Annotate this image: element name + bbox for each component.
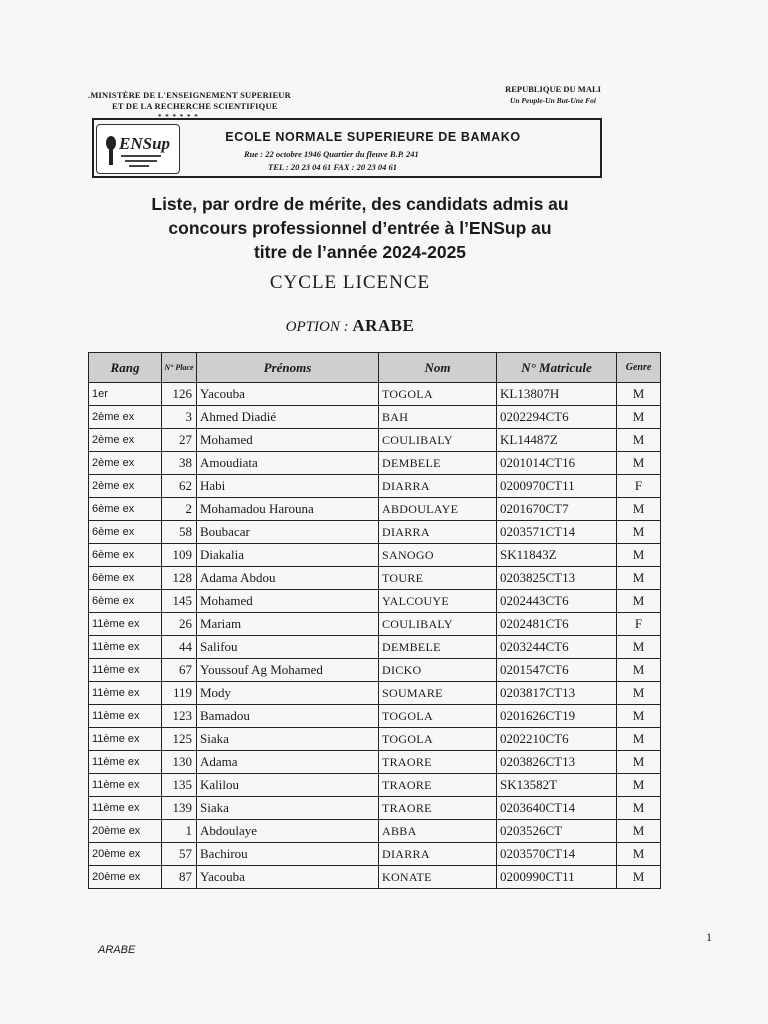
table-row — [89, 452, 661, 475]
cell-matricule: 0200970CT11 — [497, 475, 617, 498]
header-matricule: N° Matricule — [497, 353, 617, 383]
header-rang: Rang — [89, 353, 162, 383]
cell-prenoms: Youssouf Ag Mohamed — [197, 659, 379, 682]
cell-prenoms: Diakalia — [197, 544, 379, 567]
cell-nom: ABDOULAYE — [379, 498, 497, 521]
cell-genre: M — [617, 728, 661, 751]
cycle-heading: CYCLE LICENCE — [269, 272, 431, 293]
table-row — [89, 659, 661, 682]
table-row — [89, 567, 661, 590]
cell-place: 3 — [162, 406, 197, 429]
cell-genre: F — [617, 475, 661, 498]
cell-prenoms: Mody — [197, 682, 379, 705]
cell-genre: M — [617, 797, 661, 820]
cell-matricule: 0202481CT6 — [497, 613, 617, 636]
option-value: ARABE — [352, 316, 415, 335]
admitted-candidates-table — [88, 352, 661, 889]
title-line-3: titre de l’année 2024-2025 — [253, 242, 467, 262]
cell-matricule: SK13582T — [497, 774, 617, 797]
cell-nom: TRAORE — [379, 774, 497, 797]
cell-place: 123 — [162, 705, 197, 728]
table-row — [89, 866, 661, 889]
table-row — [89, 705, 661, 728]
table-row — [89, 728, 661, 751]
cell-place: 135 — [162, 774, 197, 797]
cell-rang: 6ème ex — [89, 567, 162, 590]
table-header-row — [89, 353, 661, 383]
cell-genre: M — [617, 682, 661, 705]
cell-prenoms: Bamadou — [197, 705, 379, 728]
cell-rang: 11ème ex — [89, 774, 162, 797]
table-row — [89, 406, 661, 429]
header-genre: Genre — [617, 353, 661, 383]
cell-matricule: 0203571CT14 — [497, 521, 617, 544]
table-row — [89, 636, 661, 659]
option-label: OPTION : — [285, 319, 349, 335]
cell-place: 67 — [162, 659, 197, 682]
option-heading — [200, 316, 500, 336]
cell-nom: BAH — [379, 406, 497, 429]
cell-nom: COULIBALY — [379, 429, 497, 452]
cell-place: 139 — [162, 797, 197, 820]
cell-place: 119 — [162, 682, 197, 705]
cell-genre: M — [617, 751, 661, 774]
cell-place: 130 — [162, 751, 197, 774]
table-row — [89, 544, 661, 567]
cell-genre: M — [617, 544, 661, 567]
table-row — [89, 590, 661, 613]
cell-prenoms: Yacouba — [197, 866, 379, 889]
cell-genre: M — [617, 452, 661, 475]
cell-matricule: 0200990CT11 — [497, 866, 617, 889]
cell-rang: 11ème ex — [89, 682, 162, 705]
ministry-line-1: .MINISTÈRE DE L'ENSEIGNEMENT SUPERIEUR — [88, 90, 291, 100]
cell-nom: DICKO — [379, 659, 497, 682]
cell-genre: F — [617, 613, 661, 636]
cell-place: 62 — [162, 475, 197, 498]
cell-genre: M — [617, 521, 661, 544]
cell-matricule: 0203570CT14 — [497, 843, 617, 866]
cell-place: 27 — [162, 429, 197, 452]
cell-matricule: 0203826CT13 — [497, 751, 617, 774]
cell-genre: M — [617, 567, 661, 590]
cell-matricule: SK11843Z — [497, 544, 617, 567]
cell-nom: DEMBELE — [379, 636, 497, 659]
cell-nom: TRAORE — [379, 797, 497, 820]
cell-rang: 1er — [89, 383, 162, 406]
cell-place: 26 — [162, 613, 197, 636]
table-row — [89, 820, 661, 843]
cell-genre: M — [617, 866, 661, 889]
republic-name: REPUBLIQUE DU MALI — [505, 84, 601, 94]
cell-matricule: 0203640CT14 — [497, 797, 617, 820]
cell-nom: KONATE — [379, 866, 497, 889]
cell-rang: 11ème ex — [89, 705, 162, 728]
cell-rang: 6ème ex — [89, 498, 162, 521]
cell-prenoms: Yacouba — [197, 383, 379, 406]
cell-nom: ABBA — [379, 820, 497, 843]
republic-header — [498, 84, 608, 106]
cell-prenoms: Salifou — [197, 636, 379, 659]
cell-place: 125 — [162, 728, 197, 751]
cell-place: 87 — [162, 866, 197, 889]
table-row — [89, 797, 661, 820]
cell-nom: TOURE — [379, 567, 497, 590]
cell-nom: TOGOLA — [379, 705, 497, 728]
cell-genre: M — [617, 590, 661, 613]
cell-matricule: 0202294CT6 — [497, 406, 617, 429]
ensup-logo-icon — [97, 125, 179, 173]
cell-nom: TOGOLA — [379, 383, 497, 406]
table-row — [89, 843, 661, 866]
cell-rang: 11ème ex — [89, 797, 162, 820]
cell-genre: M — [617, 429, 661, 452]
cell-prenoms: Boubacar — [197, 521, 379, 544]
table-row — [89, 475, 661, 498]
title-line-2: concours professionnel d’entrée à l’ENSup au — [168, 218, 552, 238]
cell-matricule: 0203817CT13 — [497, 682, 617, 705]
cell-rang: 2ème ex — [89, 429, 162, 452]
cell-nom: DIARRA — [379, 843, 497, 866]
cell-prenoms: Mariam — [197, 613, 379, 636]
school-name: ECOLE NORMALE SUPERIEURE DE BAMAKO — [225, 130, 521, 144]
cell-matricule: 0201547CT6 — [497, 659, 617, 682]
cell-prenoms: Adama — [197, 751, 379, 774]
ministry-stars: *.*.*.*.*.* — [158, 113, 199, 121]
table-row — [89, 498, 661, 521]
cell-place: 1 — [162, 820, 197, 843]
table-row — [89, 751, 661, 774]
cell-rang: 20ème ex — [89, 843, 162, 866]
cell-place: 145 — [162, 590, 197, 613]
cell-genre: M — [617, 659, 661, 682]
school-header-box — [92, 118, 602, 178]
cell-matricule: KL13807H — [497, 383, 617, 406]
cell-genre: M — [617, 406, 661, 429]
cell-nom: TOGOLA — [379, 728, 497, 751]
document-title — [60, 192, 660, 264]
school-phone: TEL : 20 23 04 61 FAX : 20 23 04 61 — [268, 162, 398, 172]
table-row — [89, 682, 661, 705]
cell-place: 58 — [162, 521, 197, 544]
cell-place: 128 — [162, 567, 197, 590]
cell-nom: DIARRA — [379, 475, 497, 498]
school-contact — [244, 148, 464, 174]
cell-nom: SANOGO — [379, 544, 497, 567]
cell-genre: M — [617, 705, 661, 728]
cell-prenoms: Amoudiata — [197, 452, 379, 475]
footer-option-label: ARABE — [98, 944, 136, 956]
logo-wordmark: ENSup — [119, 134, 171, 153]
table-row — [89, 521, 661, 544]
cell-rang: 11ème ex — [89, 659, 162, 682]
cell-prenoms: Mohamed — [197, 429, 379, 452]
cell-prenoms: Kalilou — [197, 774, 379, 797]
republic-motto: Un Peuple-Un But-Une Foi — [509, 96, 597, 105]
cell-rang: 11ème ex — [89, 613, 162, 636]
header-nom: Nom — [379, 353, 497, 383]
cell-nom: SOUMARE — [379, 682, 497, 705]
cell-matricule: 0201670CT7 — [497, 498, 617, 521]
table-row — [89, 429, 661, 452]
cell-rang: 6ème ex — [89, 544, 162, 567]
cell-nom: TRAORE — [379, 751, 497, 774]
table-row — [89, 774, 661, 797]
table-row — [89, 613, 661, 636]
cell-rang: 11ème ex — [89, 636, 162, 659]
cell-place: 57 — [162, 843, 197, 866]
cell-rang: 11ème ex — [89, 751, 162, 774]
cell-matricule: 0201626CT19 — [497, 705, 617, 728]
cell-nom: DIARRA — [379, 521, 497, 544]
cell-rang: 11ème ex — [89, 728, 162, 751]
cell-matricule: KL14487Z — [497, 429, 617, 452]
ensup-logo — [96, 124, 180, 174]
cell-nom: COULIBALY — [379, 613, 497, 636]
cell-genre: M — [617, 498, 661, 521]
cell-prenoms: Bachirou — [197, 843, 379, 866]
cell-prenoms: Siaka — [197, 797, 379, 820]
school-address: Rue : 22 octobre 1946 Quartier du fleuve B.P. 241 — [244, 149, 419, 159]
cell-rang: 2ème ex — [89, 452, 162, 475]
ministry-line-2: ET DE LA RECHERCHE SCIENTIFIQUE — [112, 101, 278, 111]
cell-genre: M — [617, 383, 661, 406]
cell-matricule: 0203244CT6 — [497, 636, 617, 659]
title-line-1: Liste, par ordre de mérite, des candidats admis au — [151, 194, 569, 214]
cell-place: 109 — [162, 544, 197, 567]
table-row — [89, 383, 661, 406]
cell-prenoms: Abdoulaye — [197, 820, 379, 843]
cell-genre: M — [617, 820, 661, 843]
cell-place: 126 — [162, 383, 197, 406]
cell-matricule: 0202210CT6 — [497, 728, 617, 751]
cell-matricule: 0203825CT13 — [497, 567, 617, 590]
cell-rang: 6ème ex — [89, 590, 162, 613]
table-body — [89, 383, 661, 889]
cell-prenoms: Adama Abdou — [197, 567, 379, 590]
page-number: 1 — [706, 930, 712, 944]
cell-genre: M — [617, 636, 661, 659]
cell-matricule: 0202443CT6 — [497, 590, 617, 613]
cell-genre: M — [617, 843, 661, 866]
cell-rang: 20ème ex — [89, 820, 162, 843]
cell-rang: 2ème ex — [89, 406, 162, 429]
cell-rang: 2ème ex — [89, 475, 162, 498]
cell-matricule: 0201014CT16 — [497, 452, 617, 475]
cell-place: 2 — [162, 498, 197, 521]
cell-rang: 20ème ex — [89, 866, 162, 889]
header-place: N° Place — [162, 353, 197, 383]
cell-prenoms: Ahmed Diadié — [197, 406, 379, 429]
cell-prenoms: Siaka — [197, 728, 379, 751]
header-prenoms: Prénoms — [197, 353, 379, 383]
cell-prenoms: Mohamed — [197, 590, 379, 613]
cell-prenoms: Habi — [197, 475, 379, 498]
cell-prenoms: Mohamadou Harouna — [197, 498, 379, 521]
cell-place: 38 — [162, 452, 197, 475]
cell-place: 44 — [162, 636, 197, 659]
cell-rang: 6ème ex — [89, 521, 162, 544]
cell-matricule: 0203526CT — [497, 820, 617, 843]
cell-nom: YALCOUYE — [379, 590, 497, 613]
cell-nom: DEMBELE — [379, 452, 497, 475]
cell-genre: M — [617, 774, 661, 797]
